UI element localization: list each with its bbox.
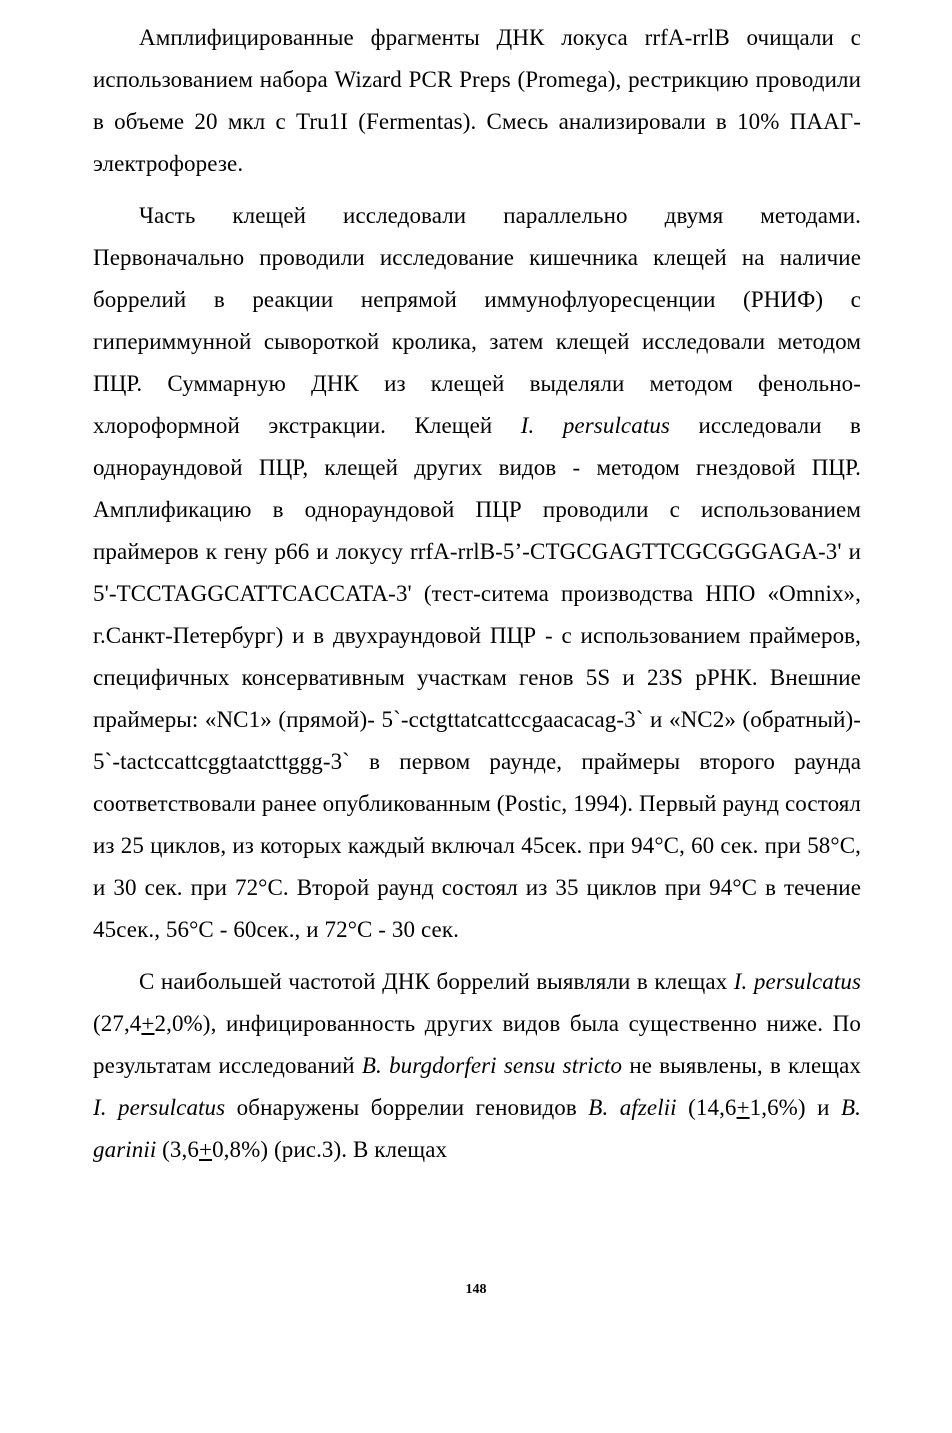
italic-term: I. persulcatus bbox=[93, 1095, 226, 1120]
page-body bbox=[93, 17, 861, 1171]
text-run: (3,6 bbox=[156, 1137, 199, 1162]
text-run: (27,4 bbox=[93, 1011, 142, 1036]
text-run: 2,0%), инфицированность других видов была существенно ниже. По результатам исследований bbox=[93, 1011, 861, 1078]
text-run: Амплифицированные фрагменты ДНК локуса rrfA-rrlB очищали с использованием набора Wizard PCR Preps (Promega), рестрикцию проводили в объеме 20 мкл с Tru1I (Fermentas). Смесь анализировали в 10% ПААГ-электрофорезе. bbox=[93, 25, 861, 176]
text-run: (14,6 bbox=[676, 1095, 737, 1120]
page-number: 148 bbox=[465, 1282, 487, 1297]
text-run: С наибольшей частотой ДНК боррелий выявляли в клещах bbox=[139, 969, 734, 994]
paragraph-2 bbox=[93, 195, 861, 951]
plus-minus-sign: + bbox=[141, 1011, 155, 1036]
plus-minus-sign: + bbox=[736, 1095, 750, 1120]
italic-term: B. afzelii bbox=[588, 1095, 677, 1120]
italic-term: B. garinii bbox=[93, 1095, 862, 1162]
text-run: не выявлены, в клещах bbox=[622, 1053, 861, 1078]
text-run: 0,8%) (рис.3). В клещах bbox=[212, 1137, 448, 1162]
paragraph-1 bbox=[93, 17, 861, 185]
plus-minus-sign: + bbox=[199, 1137, 213, 1162]
italic-term: I. persulcatus bbox=[733, 969, 861, 994]
text-run: Часть клещей исследовали параллельно двумя методами. Первоначально проводили исследование кишечника клещей на наличие боррелий в реакции непрямой иммунофлуоресценции (РНИФ) с гипериммунной сывороткой кролика, затем клещей исследовали методом ПЦР. Суммарную ДНК из клещей выделяли методом фенольно-хлороформной экстракции. Клещей bbox=[93, 203, 861, 438]
text-run: 1,6%) и bbox=[749, 1095, 842, 1120]
paragraph-3 bbox=[93, 961, 861, 1171]
text-run: обнаружены боррелии геновидов bbox=[225, 1095, 589, 1120]
italic-term: I. persulcatus bbox=[520, 413, 670, 438]
text-run: исследовали в однораундовой ПЦР, клещей других видов - методом гнездовой ПЦР. Амплификацию в однораундовой ПЦР проводили с использованием праймеров к гену p66 и локусу rrfA-rrlB-5’-CTGCGAGTTCGCGGGAGA-3' и 5'-TCCTAGGCATTCACCATA-3' (тест-ситема производства НПО «Omnix», г.Санкт-Петербург) и в двухраундовой ПЦР - с использованием праймеров, специфичных консервативным участкам генов 5S и 23S рРНК. Внешние праймеры: «NC1» (прямой)- 5`-cctgttatcattccgaacacag-3` и «NC2» (обратный)- 5`-tactccattcggtaatcttggg-3` в первом раунде, праймеры второго раунда соответствовали ранее опубликованным (Postic, 1994). Первый раунд состоял из 25 циклов, из которых каждый включал 45сек. при 94°C, 60 сек. при 58°C, и 30 сек. при 72°C. Второй раунд состоял из 35 циклов при 94°C в течение 45сек., 56°C - 60сек., и 72°C - 30 сек. bbox=[93, 413, 862, 942]
italic-term: B. burgdorferi sensu stricto bbox=[361, 1053, 623, 1078]
